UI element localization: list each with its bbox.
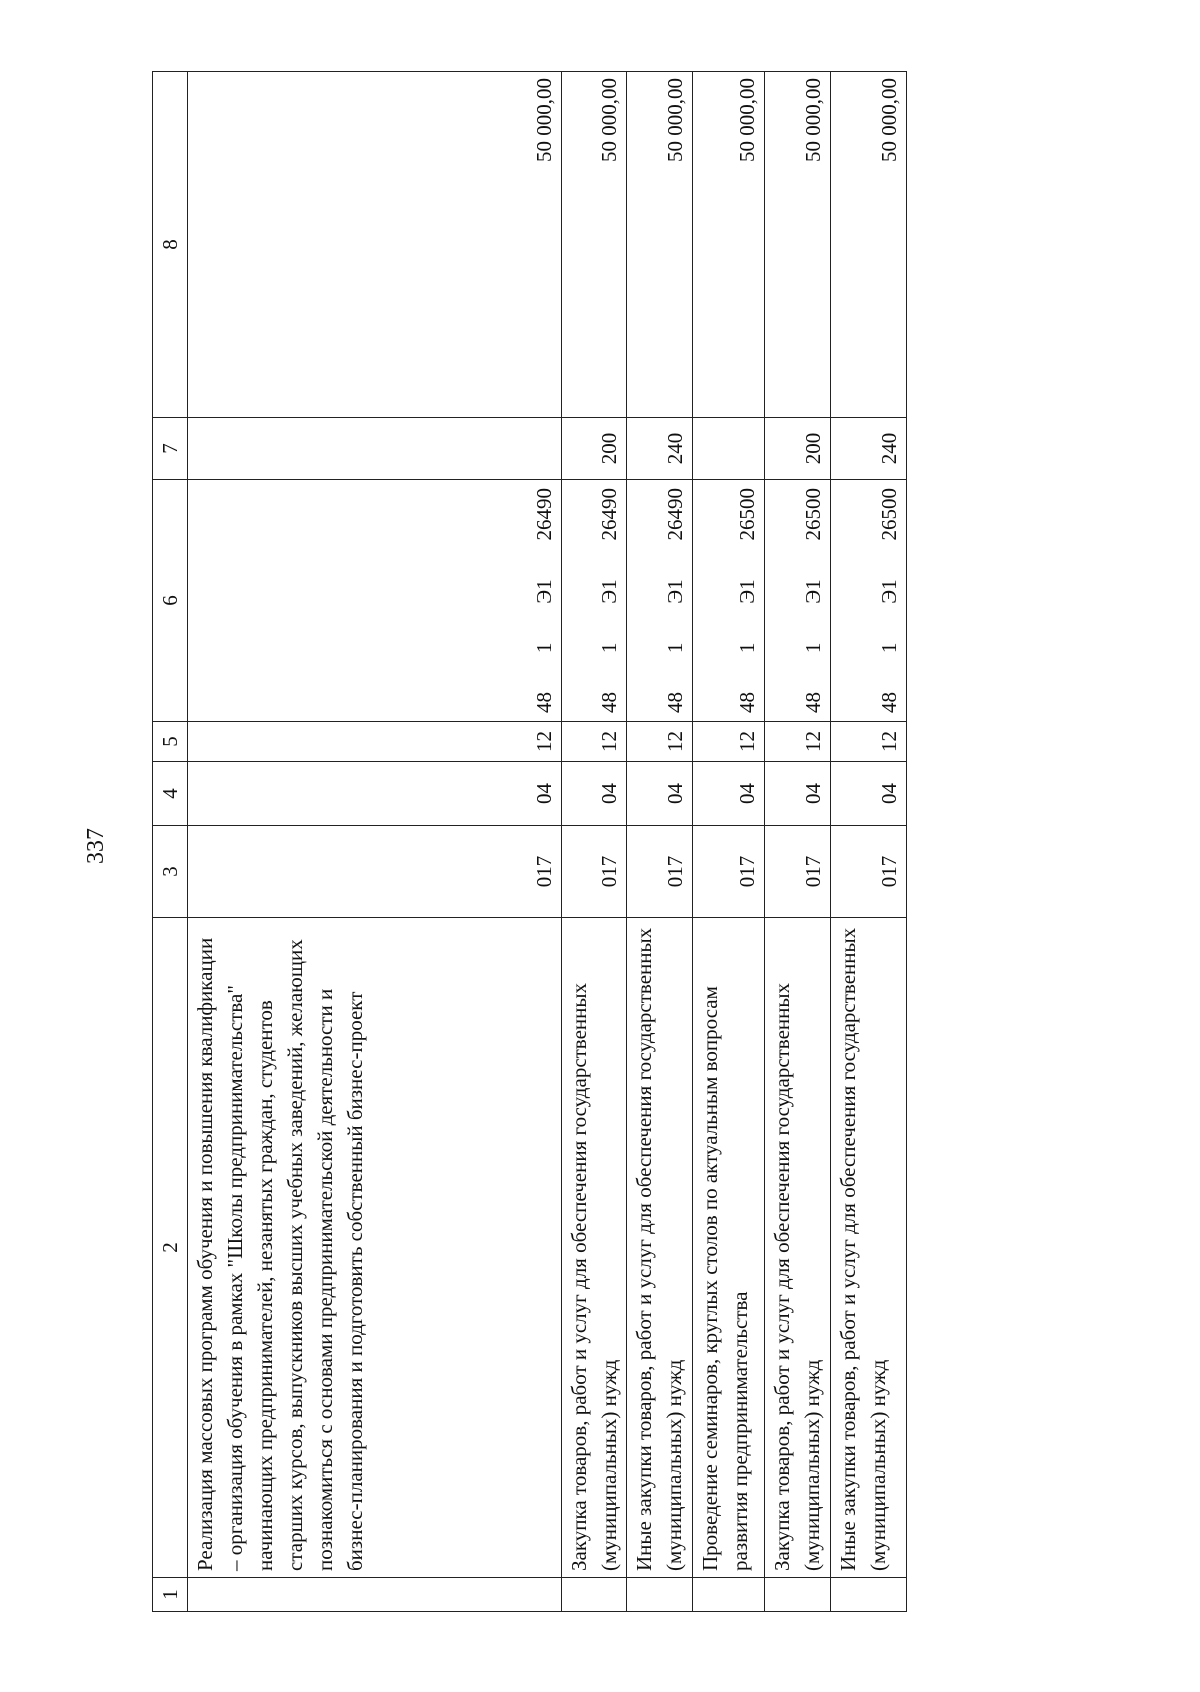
code-admin-cell: 017 [627, 826, 693, 918]
row-number-cell [693, 1578, 765, 1612]
code-section-cell: 04 [693, 762, 765, 826]
row-number-cell [831, 1578, 907, 1612]
code-part: 26500 [735, 488, 759, 541]
target-article-cell [627, 480, 693, 722]
code-section-cell: 04 [765, 762, 831, 826]
code-part: Э1 [532, 579, 556, 604]
page-number: 337 [83, 828, 109, 864]
code-subsection-cell: 12 [627, 722, 693, 762]
code-admin-cell: 017 [765, 826, 831, 918]
code-part: 26490 [663, 488, 687, 541]
row-name-cell: Иные закупки товаров, работ и услуг для обеспечения государственных (муниципальных) нужд [627, 918, 693, 1578]
code-part: 26490 [597, 488, 621, 541]
header-cell: 7 [153, 418, 188, 480]
code-admin-cell: 017 [188, 826, 562, 918]
code-part: 1 [532, 642, 556, 654]
amount-cell: 50 000,00 [831, 72, 907, 418]
amount-cell: 50 000,00 [188, 72, 562, 418]
code-part: 1 [877, 642, 901, 654]
row-name-cell: Закупка товаров, работ и услуг для обеспечения государственных (муниципальных) нужд [765, 918, 831, 1578]
table-row [188, 72, 562, 1612]
row-name-cell: Реализация массовых программ обучения и повышения квалификации – организация обучения в рамках "Школы предпринимательства" начинающих предпринимателей, незанятых граждан, студентов старших курсов, выпускников высших учебных заведений, желающих познакомиться с основами предпринимательской деятельности и бизнес-планирования и подготовить собственный бизнес-проект [188, 918, 562, 1578]
row-number-cell [562, 1578, 627, 1612]
table-row [765, 72, 831, 1612]
table-row [627, 72, 693, 1612]
table-row [562, 72, 627, 1612]
amount-cell: 50 000,00 [765, 72, 831, 418]
code-part: 26490 [532, 488, 556, 541]
code-part: Э1 [877, 579, 901, 604]
row-number-cell [188, 1578, 562, 1612]
table-row [693, 72, 765, 1612]
expense-type-cell [188, 418, 562, 480]
header-cell: 4 [153, 762, 188, 826]
code-part: Э1 [663, 579, 687, 604]
code-part: Э1 [597, 579, 621, 604]
rotated-table-container [152, 72, 960, 1612]
row-number-cell [765, 1578, 831, 1612]
code-part: Э1 [735, 579, 759, 604]
row-name-cell: Закупка товаров, работ и услуг для обеспечения государственных (муниципальных) нужд [562, 918, 627, 1578]
code-part: Э1 [801, 579, 825, 604]
target-article-cell [693, 480, 765, 722]
header-cell: 1 [153, 1578, 188, 1612]
amount-cell: 50 000,00 [562, 72, 627, 418]
code-part: 48 [663, 692, 687, 713]
code-part: 26500 [877, 488, 901, 541]
table-row [831, 72, 907, 1612]
code-part: 26500 [801, 488, 825, 541]
code-subsection-cell: 12 [693, 722, 765, 762]
code-subsection-cell: 12 [765, 722, 831, 762]
code-part: 48 [801, 692, 825, 713]
header-cell: 8 [153, 72, 188, 418]
expense-type-cell: 200 [765, 418, 831, 480]
code-admin-cell: 017 [562, 826, 627, 918]
code-subsection-cell: 12 [831, 722, 907, 762]
amount-cell: 50 000,00 [693, 72, 765, 418]
target-article-cell [831, 480, 907, 722]
expense-type-cell: 240 [831, 418, 907, 480]
header-cell: 6 [153, 480, 188, 722]
code-part: 1 [597, 642, 621, 654]
header-cell: 3 [153, 826, 188, 918]
code-part: 48 [532, 692, 556, 713]
target-article-cell [765, 480, 831, 722]
budget-table [152, 71, 907, 1612]
expense-type-cell: 240 [627, 418, 693, 480]
code-part: 48 [735, 692, 759, 713]
code-part: 1 [735, 642, 759, 654]
row-name-cell: Проведение семинаров, круглых столов по актуальным вопросам развития предпринимательства [693, 918, 765, 1578]
expense-type-cell [693, 418, 765, 480]
code-part: 48 [597, 692, 621, 713]
table-header-row [153, 72, 188, 1612]
code-part: 1 [663, 642, 687, 654]
code-subsection-cell: 12 [188, 722, 562, 762]
header-cell: 5 [153, 722, 188, 762]
code-admin-cell: 017 [693, 826, 765, 918]
header-cell: 2 [153, 918, 188, 1578]
code-section-cell: 04 [562, 762, 627, 826]
code-part: 1 [801, 642, 825, 654]
code-part: 48 [877, 692, 901, 713]
row-name-cell: Иные закупки товаров, работ и услуг для обеспечения государственных (муниципальных) нужд [831, 918, 907, 1578]
code-section-cell: 04 [627, 762, 693, 826]
target-article-cell [562, 480, 627, 722]
code-section-cell: 04 [831, 762, 907, 826]
expense-type-cell: 200 [562, 418, 627, 480]
code-admin-cell: 017 [831, 826, 907, 918]
target-article-cell [188, 480, 562, 722]
amount-cell: 50 000,00 [627, 72, 693, 418]
row-number-cell [627, 1578, 693, 1612]
code-section-cell: 04 [188, 762, 562, 826]
code-subsection-cell: 12 [562, 722, 627, 762]
